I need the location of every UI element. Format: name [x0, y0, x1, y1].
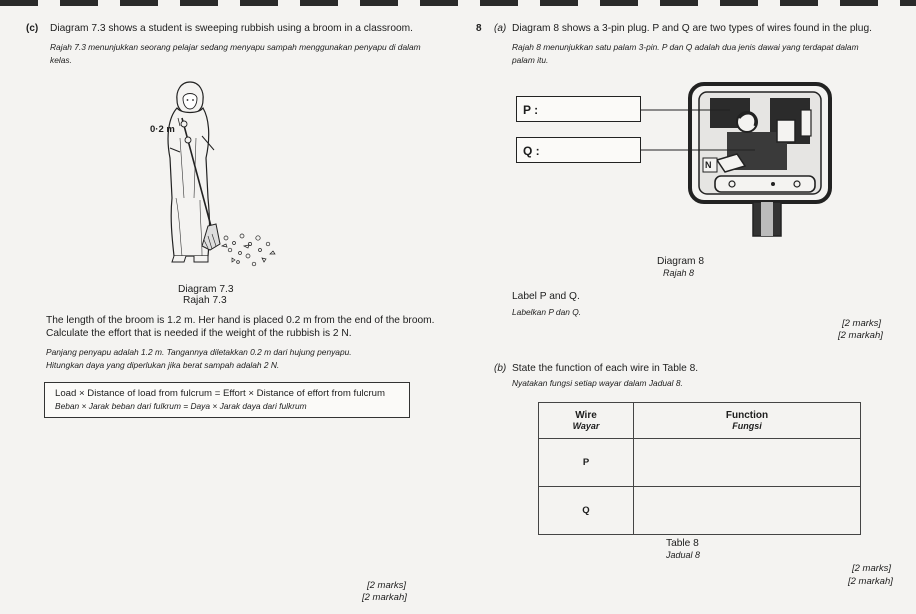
plug-intro-ms-line2: palam itu.: [512, 55, 549, 65]
table-8: [538, 402, 861, 535]
table-row: [539, 439, 861, 487]
table-header-wire: [539, 403, 634, 439]
marks-b-en: [2 marks]: [852, 563, 892, 574]
label-box-q[interactable]: Q :: [516, 137, 641, 163]
function-instruction-ms: Nyatakan fungsi setiap wayar dalam Jadual 8.: [512, 378, 683, 388]
question-number-8: 8: [476, 23, 482, 34]
sub-question-b: (b): [494, 363, 507, 374]
page-top-strip: [0, 0, 916, 6]
marks-a-ms: [2 markah]: [838, 330, 883, 341]
intro-ms-line2: kelas.: [50, 55, 72, 65]
label-instruction-ms: Labelkan P dan Q.: [512, 307, 582, 317]
table-row: [539, 487, 861, 535]
diagram-7-3-caption-en: Diagram 7.3: [178, 284, 234, 295]
left-marks-en: [2 marks]: [367, 580, 407, 591]
table-8-caption-ms: Jadual 8: [666, 550, 701, 560]
neutral-pin-label: N: [705, 160, 712, 170]
intro-en: Diagram 7.3 shows a student is sweeping rubbish using a broom in a classroom.: [50, 23, 413, 34]
question-ms-line1: Panjang penyapu adalah 1.2 m. Tangannya diletakkan 0.2 m dari hujung penyapu.: [46, 347, 352, 357]
marks-b-ms: [2 markah]: [848, 576, 893, 587]
plug-intro-ms-line1: Rajah 8 menunjukkan satu palam 3-pin. P dan Q adalah dua jenis dawai yang terdapat dalam: [512, 42, 859, 52]
answer-cell-p[interactable]: [634, 439, 861, 487]
question-en-line1: The length of the broom is 1.2 m. Her hand is placed 0.2 m from the end of the broom.: [46, 315, 435, 326]
diagram-7-3-caption-ms: Rajah 7.3: [183, 295, 227, 306]
header-function-en: Function: [725, 410, 769, 421]
header-function-ms: Fungsi: [732, 421, 762, 431]
measure-label: 0·2 m: [150, 124, 175, 135]
diagram-8-caption-ms: Rajah 8: [663, 268, 695, 278]
intro-ms-line1: Rajah 7.3 menunjukkan seorang pelajar sedang menyapu sampah menggunakan penyapu di dalam: [50, 42, 421, 52]
formula-en: Load × Distance of load from fulcrum = Effort × Distance of effort from fulcrum: [55, 388, 385, 399]
table-8-caption-en: Table 8: [666, 538, 699, 549]
diagram-8-caption-en: Diagram 8: [657, 256, 704, 267]
formula-box: [44, 382, 410, 418]
row-wire-q: Q: [539, 487, 634, 535]
question-en-line2: Calculate the effort that is needed if the weight of the rubbish is 2 N.: [46, 328, 352, 339]
question-number-c: (c): [26, 23, 39, 34]
formula-ms: Beban × Jarak beban dari fulkrum = Daya × Jarak daya dari fulkrum: [55, 401, 307, 411]
header-wire-ms: Wayar: [572, 421, 600, 431]
marks-a-en: [2 marks]: [842, 318, 882, 329]
student-sweeping-illustration: [150, 78, 280, 278]
sub-question-a: (a): [494, 23, 507, 34]
label-box-p[interactable]: P :: [516, 96, 641, 122]
table-header-function: [634, 403, 861, 439]
label-instruction-en: Label P and Q.: [512, 291, 580, 302]
function-instruction-en: State the function of each wire in Table 8.: [512, 363, 699, 374]
header-wire-en: Wire: [575, 410, 597, 421]
answer-cell-q[interactable]: [634, 487, 861, 535]
plug-intro-en: Diagram 8 shows a 3-pin plug. P and Q are two types of wires found in the plug.: [512, 23, 872, 34]
row-wire-p: P: [539, 439, 634, 487]
left-marks-ms: [2 markah]: [362, 592, 407, 603]
question-ms-line2: Hitungkan daya yang diperlukan jika berat sampah adalah 2 N.: [46, 360, 280, 370]
